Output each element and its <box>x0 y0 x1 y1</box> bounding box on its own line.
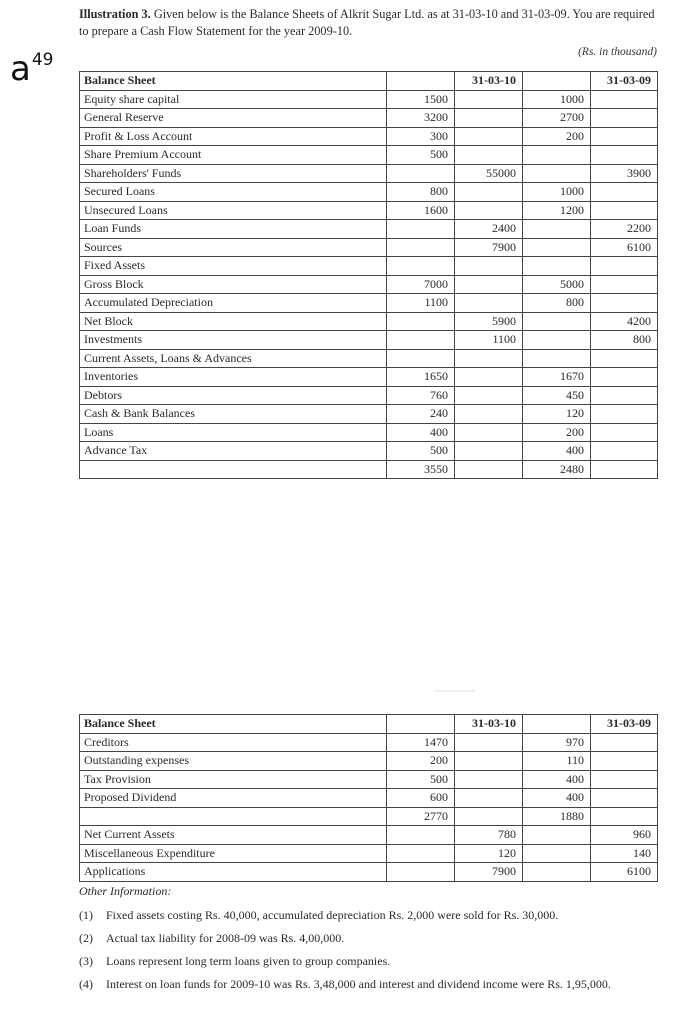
item-number: (1) <box>79 908 93 922</box>
cell-total-current <box>455 752 523 771</box>
cell-sub-previous: 970 <box>523 733 591 752</box>
table-row <box>80 201 658 220</box>
header-label: Balance Sheet <box>80 72 387 91</box>
table-row <box>80 331 658 350</box>
cell-total-previous <box>591 90 658 109</box>
cell-sub-previous: 120 <box>523 405 591 424</box>
table-row <box>80 826 658 845</box>
cell-sub-previous: 1000 <box>523 90 591 109</box>
item-number: (3) <box>79 954 93 968</box>
row-label: Net Block <box>80 312 387 331</box>
cell-total-current <box>455 386 523 405</box>
cell-sub-previous <box>523 257 591 276</box>
cell-total-previous <box>591 807 658 826</box>
cell-sub-current: 1470 <box>387 733 455 752</box>
cell-sub-previous <box>523 349 591 368</box>
cell-total-previous <box>591 789 658 808</box>
cell-sub-current: 500 <box>387 146 455 165</box>
other-information <box>79 884 659 999</box>
row-label: Tax Provision <box>80 770 387 789</box>
cell-sub-previous: 1000 <box>523 183 591 202</box>
table-row <box>80 752 658 771</box>
row-label: Debtors <box>80 386 387 405</box>
cell-total-previous <box>591 460 658 479</box>
header-empty <box>523 715 591 734</box>
cell-sub-previous: 1200 <box>523 201 591 220</box>
cell-sub-current: 1500 <box>387 90 455 109</box>
cell-sub-current <box>387 257 455 276</box>
cell-sub-previous: 110 <box>523 752 591 771</box>
row-label: Outstanding expenses <box>80 752 387 771</box>
header-empty <box>387 72 455 91</box>
row-label: Share Premium Account <box>80 146 387 165</box>
balance-sheet-table-1 <box>79 71 658 479</box>
cell-total-previous <box>591 146 658 165</box>
margin-note-superscript: 49 <box>31 50 54 70</box>
cell-total-previous <box>591 368 658 387</box>
cell-sub-previous: 400 <box>523 770 591 789</box>
cell-total-previous: 140 <box>591 844 658 863</box>
cell-sub-previous <box>523 220 591 239</box>
header-label: Balance Sheet <box>80 715 387 734</box>
cell-total-previous: 960 <box>591 826 658 845</box>
margin-note-base: a <box>10 49 31 89</box>
row-label: Shareholders' Funds <box>80 164 387 183</box>
header-date-previous: 31-03-09 <box>591 72 658 91</box>
cell-sub-current <box>387 826 455 845</box>
row-label: Inventories <box>80 368 387 387</box>
table-row <box>80 238 658 257</box>
cell-sub-current: 300 <box>387 127 455 146</box>
cell-sub-current <box>387 312 455 331</box>
header-empty <box>523 72 591 91</box>
cell-sub-previous: 5000 <box>523 275 591 294</box>
cell-total-previous: 3900 <box>591 164 658 183</box>
table-row <box>80 460 658 479</box>
cell-sub-current: 1600 <box>387 201 455 220</box>
cell-sub-current <box>387 349 455 368</box>
header-date-current: 31-03-10 <box>455 715 523 734</box>
table-header-row <box>80 72 658 91</box>
table-row <box>80 275 658 294</box>
cell-total-current <box>455 349 523 368</box>
cell-total-previous <box>591 275 658 294</box>
cell-total-previous <box>591 752 658 771</box>
cell-total-current <box>455 460 523 479</box>
cell-total-current <box>455 807 523 826</box>
cell-sub-previous <box>523 238 591 257</box>
other-information-item <box>79 953 659 969</box>
cell-total-current <box>455 109 523 128</box>
cell-total-current <box>455 127 523 146</box>
row-label: Unsecured Loans <box>80 201 387 220</box>
table-row <box>80 863 658 882</box>
cell-total-previous: 6100 <box>591 863 658 882</box>
other-information-item <box>79 907 659 923</box>
illustration-intro <box>79 6 659 40</box>
cell-total-previous <box>591 109 658 128</box>
table-row <box>80 386 658 405</box>
cell-sub-previous <box>523 826 591 845</box>
cell-total-current: 5900 <box>455 312 523 331</box>
cell-total-current: 120 <box>455 844 523 863</box>
cell-total-previous <box>591 127 658 146</box>
other-information-item <box>79 976 659 992</box>
row-label <box>80 460 387 479</box>
item-text: Loans represent long term loans given to group companies. <box>106 954 391 968</box>
item-text: Actual tax liability for 2008-09 was Rs. 4,00,000. <box>106 931 345 945</box>
illustration-text: Given below is the Balance Sheets of Alkrit Sugar Ltd. as at 31-03-10 and 31-03-09. You are required to prepare a Cash Flow Statement for the year 2009-10. <box>79 7 655 38</box>
cell-sub-current: 7000 <box>387 275 455 294</box>
cell-sub-current: 240 <box>387 405 455 424</box>
cell-sub-previous <box>523 146 591 165</box>
unit-note: (Rs. in thousand) <box>578 46 657 58</box>
cell-total-current <box>455 146 523 165</box>
cell-sub-previous <box>523 164 591 183</box>
cell-total-previous: 6100 <box>591 238 658 257</box>
handwritten-margin-note <box>10 49 54 89</box>
table-header-row <box>80 715 658 734</box>
cell-total-previous: 2200 <box>591 220 658 239</box>
cell-sub-current <box>387 844 455 863</box>
row-label: Profit & Loss Account <box>80 127 387 146</box>
cell-total-previous <box>591 733 658 752</box>
other-information-item <box>79 930 659 946</box>
cell-total-current: 7900 <box>455 863 523 882</box>
row-label: Sources <box>80 238 387 257</box>
cell-sub-current <box>387 164 455 183</box>
table-row <box>80 109 658 128</box>
cell-total-current <box>455 770 523 789</box>
row-label: Investments <box>80 331 387 350</box>
cell-sub-previous: 1880 <box>523 807 591 826</box>
cell-sub-current: 1650 <box>387 368 455 387</box>
table-row <box>80 844 658 863</box>
cell-sub-current: 760 <box>387 386 455 405</box>
table-row <box>80 146 658 165</box>
cell-total-previous <box>591 257 658 276</box>
item-text: Fixed assets costing Rs. 40,000, accumulated depreciation Rs. 2,000 were sold for Rs. 30,000. <box>106 908 559 922</box>
table-row <box>80 405 658 424</box>
cell-total-previous <box>591 349 658 368</box>
row-label: Advance Tax <box>80 442 387 461</box>
cell-total-current <box>455 294 523 313</box>
row-label: Cash & Bank Balances <box>80 405 387 424</box>
row-label: Loan Funds <box>80 220 387 239</box>
table-row <box>80 312 658 331</box>
item-text: Interest on loan funds for 2009-10 was Rs. 3,48,000 and interest and dividend income were Rs. 1,95,000. <box>106 977 611 991</box>
row-label: Gross Block <box>80 275 387 294</box>
cell-sub-current: 500 <box>387 442 455 461</box>
balance-sheet-table-2 <box>79 714 658 882</box>
row-label: General Reserve <box>80 109 387 128</box>
cell-sub-current: 500 <box>387 770 455 789</box>
cell-sub-current <box>387 220 455 239</box>
table-row <box>80 368 658 387</box>
row-label <box>80 807 387 826</box>
cell-total-previous <box>591 423 658 442</box>
cell-total-previous <box>591 201 658 220</box>
row-label: Secured Loans <box>80 183 387 202</box>
row-label: Current Assets, Loans & Advances <box>80 349 387 368</box>
cell-total-current <box>455 405 523 424</box>
cell-sub-current: 200 <box>387 752 455 771</box>
item-number: (2) <box>79 931 93 945</box>
table-row <box>80 442 658 461</box>
cell-sub-previous: 1670 <box>523 368 591 387</box>
illustration-label: Illustration 3. <box>79 7 151 21</box>
cell-total-current <box>455 275 523 294</box>
cell-sub-previous: 2700 <box>523 109 591 128</box>
cell-sub-current <box>387 331 455 350</box>
cell-sub-previous <box>523 331 591 350</box>
cell-total-current: 1100 <box>455 331 523 350</box>
header-empty <box>387 715 455 734</box>
cell-sub-current: 1100 <box>387 294 455 313</box>
cell-total-current: 780 <box>455 826 523 845</box>
header-date-current: 31-03-10 <box>455 72 523 91</box>
row-label: Loans <box>80 423 387 442</box>
cell-total-previous <box>591 386 658 405</box>
cell-sub-current: 400 <box>387 423 455 442</box>
row-label: Fixed Assets <box>80 257 387 276</box>
cell-total-current <box>455 90 523 109</box>
table-row <box>80 770 658 789</box>
scan-artifact <box>435 690 475 692</box>
table-row <box>80 183 658 202</box>
cell-total-current <box>455 257 523 276</box>
cell-total-previous <box>591 770 658 789</box>
cell-sub-previous: 450 <box>523 386 591 405</box>
cell-sub-previous <box>523 863 591 882</box>
table-row <box>80 294 658 313</box>
row-label: Proposed Dividend <box>80 789 387 808</box>
cell-total-previous: 4200 <box>591 312 658 331</box>
table-row <box>80 349 658 368</box>
table-row <box>80 807 658 826</box>
cell-total-current <box>455 201 523 220</box>
cell-total-previous <box>591 405 658 424</box>
cell-total-previous <box>591 442 658 461</box>
cell-sub-previous <box>523 312 591 331</box>
cell-total-previous: 800 <box>591 331 658 350</box>
header-date-previous: 31-03-09 <box>591 715 658 734</box>
cell-total-current <box>455 423 523 442</box>
cell-total-previous <box>591 294 658 313</box>
cell-total-current: 55000 <box>455 164 523 183</box>
row-label: Applications <box>80 863 387 882</box>
table-row <box>80 789 658 808</box>
table-row <box>80 127 658 146</box>
table-row <box>80 90 658 109</box>
table-row <box>80 733 658 752</box>
cell-sub-previous: 2480 <box>523 460 591 479</box>
table-row <box>80 257 658 276</box>
cell-sub-previous: 800 <box>523 294 591 313</box>
row-label: Equity share capital <box>80 90 387 109</box>
cell-sub-previous <box>523 844 591 863</box>
row-label: Net Current Assets <box>80 826 387 845</box>
cell-sub-current: 3200 <box>387 109 455 128</box>
cell-sub-current: 800 <box>387 183 455 202</box>
table-row <box>80 423 658 442</box>
cell-sub-current <box>387 238 455 257</box>
row-label: Creditors <box>80 733 387 752</box>
cell-total-previous <box>591 183 658 202</box>
cell-total-current <box>455 442 523 461</box>
cell-sub-previous: 400 <box>523 442 591 461</box>
cell-total-current: 7900 <box>455 238 523 257</box>
cell-sub-current: 3550 <box>387 460 455 479</box>
table-row <box>80 220 658 239</box>
item-number: (4) <box>79 977 93 991</box>
other-information-title: Other Information: <box>79 884 172 898</box>
cell-total-current: 2400 <box>455 220 523 239</box>
cell-total-current <box>455 183 523 202</box>
cell-total-current <box>455 733 523 752</box>
cell-sub-current: 2770 <box>387 807 455 826</box>
row-label: Accumulated Depreciation <box>80 294 387 313</box>
cell-sub-current: 600 <box>387 789 455 808</box>
cell-sub-previous: 400 <box>523 789 591 808</box>
row-label: Miscellaneous Expenditure <box>80 844 387 863</box>
cell-sub-previous: 200 <box>523 127 591 146</box>
cell-sub-current <box>387 863 455 882</box>
cell-total-current <box>455 368 523 387</box>
cell-sub-previous: 200 <box>523 423 591 442</box>
table-row <box>80 164 658 183</box>
cell-total-current <box>455 789 523 808</box>
